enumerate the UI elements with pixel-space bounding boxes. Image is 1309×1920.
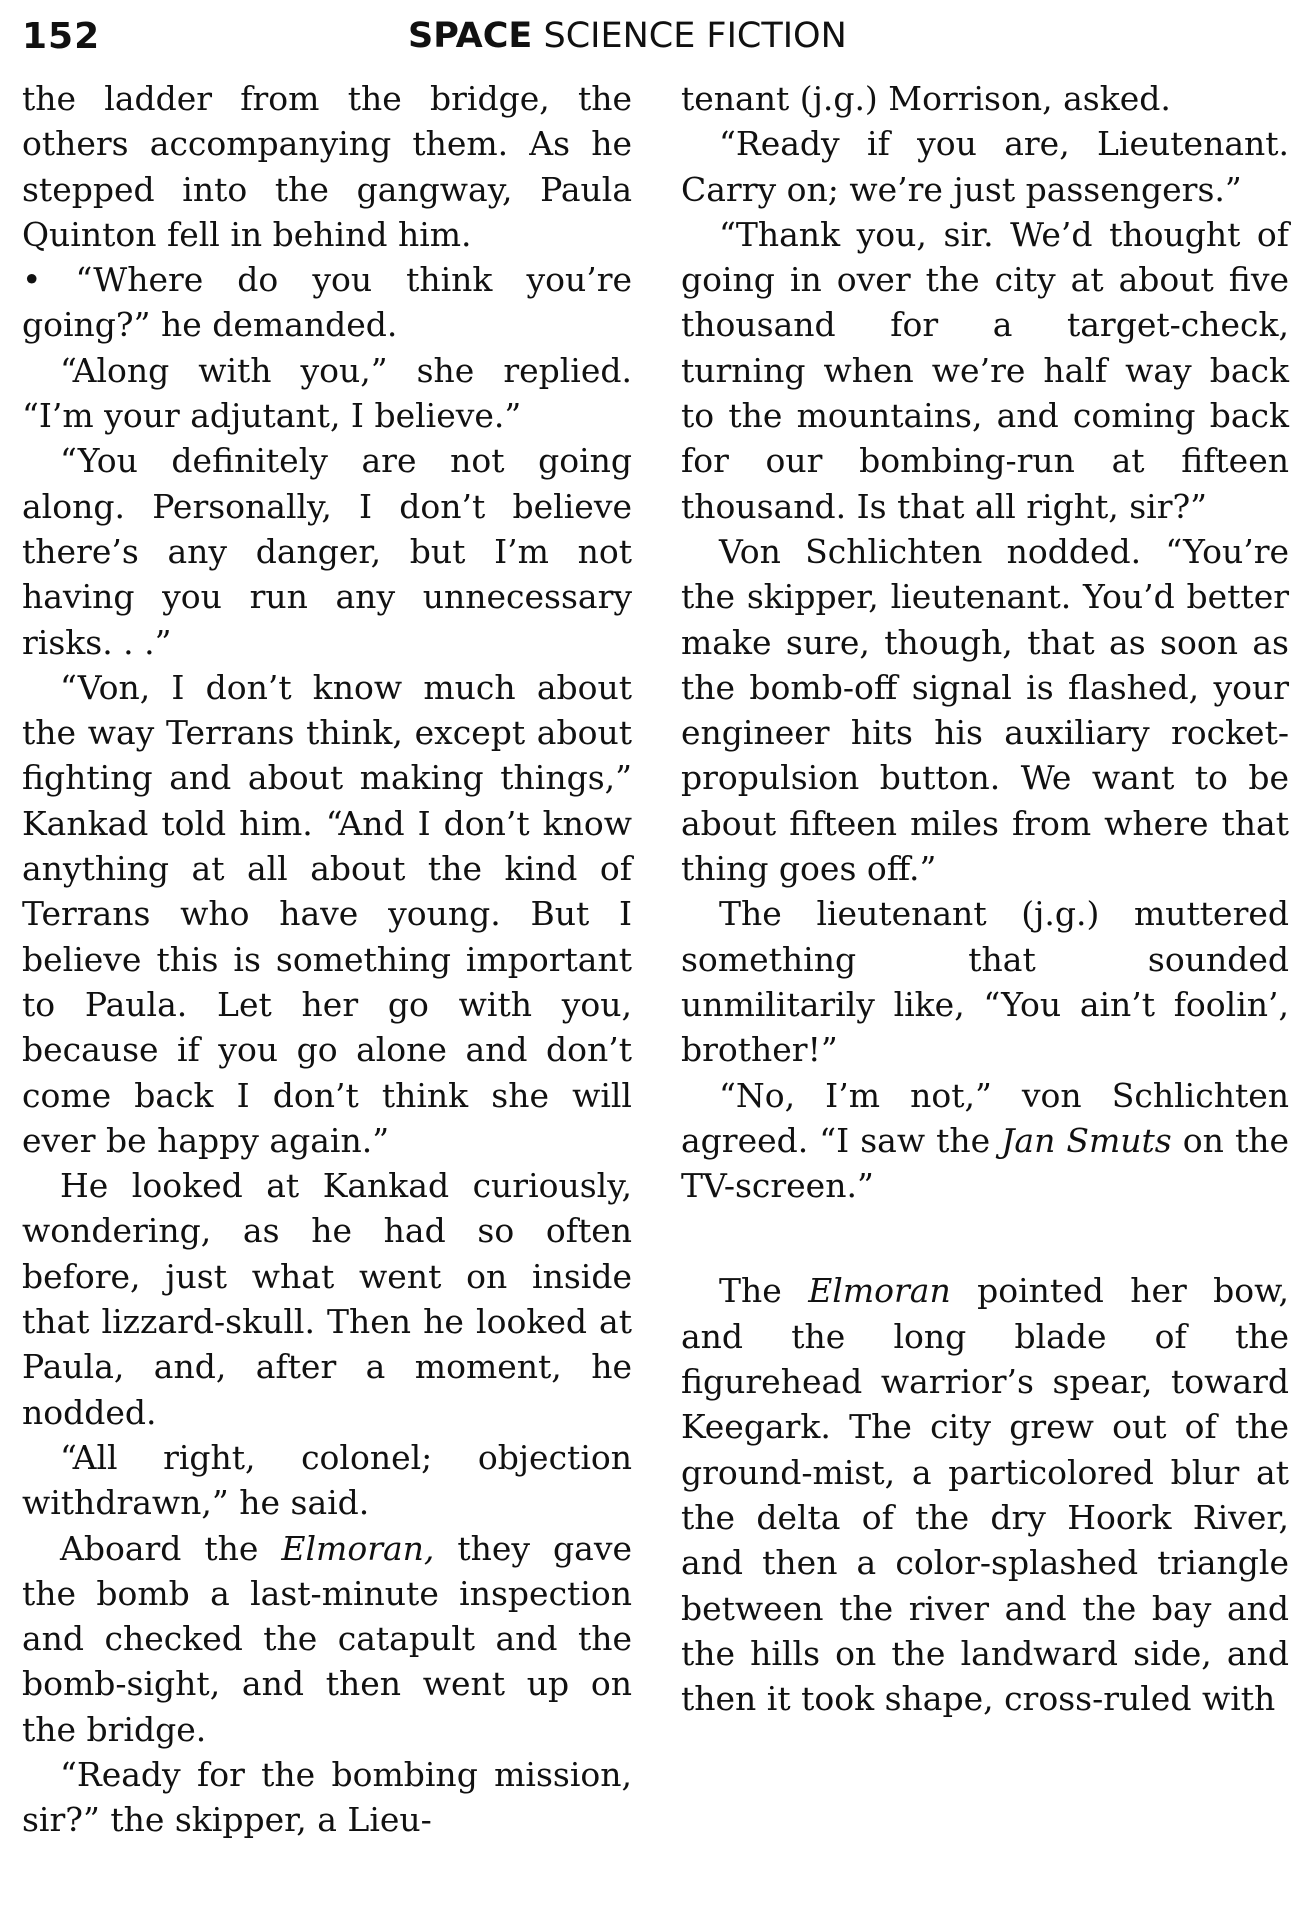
paragraph: “Ready if you are, Lieutenant. Carry on; we’re just passengers.”	[681, 124, 1289, 209]
paragraph	[681, 1268, 1289, 1721]
running-title-rest: SCIENCE FICTION	[543, 16, 847, 56]
running-title	[408, 16, 847, 56]
paragraph: He looked at Kankad curiously, wondering, as he had so often before, just what went on inside that lizzard-skull. Then he looked at Paula, and, after a moment, he nodded.	[22, 1166, 632, 1432]
paragraph: “Along with you,” she replied. “I’m your adjutant, I believe.”	[22, 350, 632, 436]
text-segment: on the TV-screen.”	[681, 1120, 1289, 1206]
paragraph	[681, 1073, 1289, 1209]
right-column	[681, 76, 1289, 1721]
paragraph: • “Where do you think you’re going?” he demanded.	[22, 260, 632, 345]
page-number: 152	[22, 16, 101, 57]
text-segment: The	[719, 1271, 809, 1311]
paragraph: Von Schlichten nodded. “You’re the skipper, lieutenant. You’d better make sure, though, that as soon as the bomb-off signal is flashed, your engineer hits his auxiliary rocket-propulsion button. We want to be about fifteen miles from where that thing goes off.”	[681, 531, 1289, 889]
ship-name: Jan Smuts	[1001, 1120, 1172, 1160]
paragraph: “All right, colonel; objection withdrawn,” he said.	[22, 1437, 632, 1523]
paragraph	[22, 1526, 632, 1752]
left-column	[22, 76, 632, 1843]
paragraph: The lieutenant (j.g.) muttered something that sounded unmilitarily like, “You ain’t foolin’, brother!”	[681, 894, 1289, 1070]
text-segment: pointed her bow, and the long blade of the figurehead warrior’s spear, toward Keegark. The city grew out of the ground-mist, a particolored blur at the delta of the dry Hoork River, and then a color-splashed triangle between the river and the bay and the hills on the landward side, and then it took shape, cross-ruled with	[681, 1271, 1289, 1719]
ship-name: Elmoran	[808, 1271, 951, 1311]
text-segment: they gave the bomb a last-minute inspection and checked the catapult and the bomb-sight, and then went up on the bridge.	[22, 1528, 632, 1749]
section-break	[681, 1208, 1289, 1268]
paragraph: “You definitely are not going along. Personally, I don’t believe there’s any danger, but I’m not having you run any unnecessary risks. . .”	[22, 441, 632, 662]
running-title-bold: SPACE	[408, 16, 533, 56]
text-segment: Aboard the	[60, 1528, 282, 1568]
paragraph: “Ready for the bombing mission, sir?” the skipper, a Lieu-	[22, 1754, 632, 1840]
paragraph: “Von, I don’t know much about the way Terrans think, except about fighting and about making things,” Kankad told him. “And I don’t know anything at all about the kind of Terrans who have young. But I believe this is something important to Paula. Let her go with you, because if you go alone and don’t come back I don’t think she will ever be happy again.”	[22, 667, 632, 1160]
paragraph: tenant (j.g.) Morrison, asked.	[681, 79, 1171, 118]
text-segment: “No, I’m not,” von Schlichten agreed. “I saw the	[681, 1075, 1289, 1160]
paragraph: the ladder from the bridge, the others accompanying them. As he stepped into the gangway, Paula Quinton fell in behind him.	[22, 79, 632, 254]
page-header	[0, 0, 1309, 64]
ship-name: Elmoran,	[281, 1528, 435, 1568]
paragraph: “Thank you, sir. We’d thought of going in over the city at about five thousand for a target-check, turning when we’re half way back to the mountains, and coming back for our bombing-run at fifteen thousand. Is that all right, sir?”	[681, 214, 1289, 526]
